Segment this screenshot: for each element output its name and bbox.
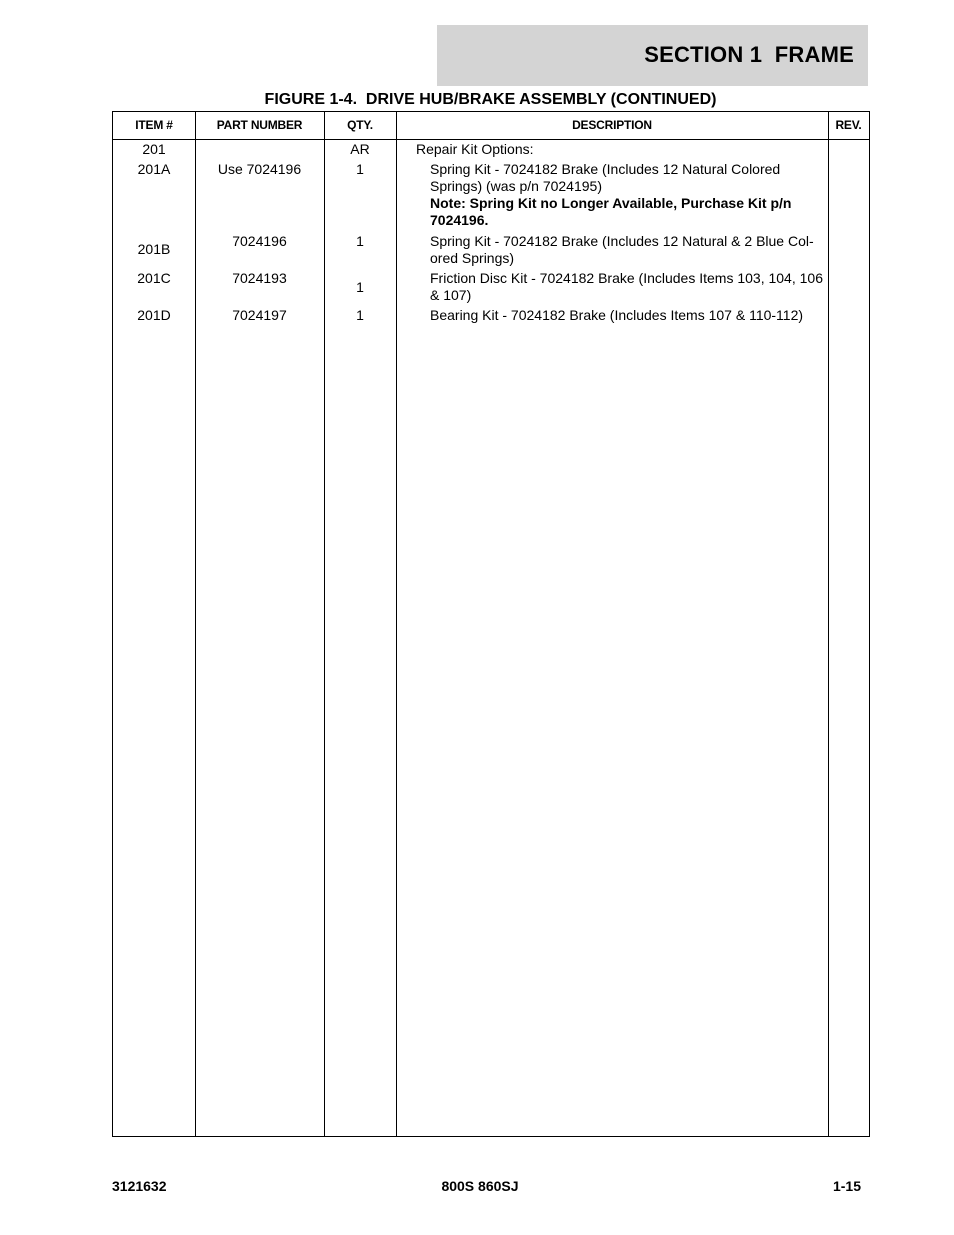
- description: Spring Kit - 7024182 Brake (Includes 12 Natural & 2 Blue Col-ored Springs): [430, 233, 814, 266]
- description-note: Note: Spring Kit no Longer Available, Purchase Kit p/n 7024196.: [430, 195, 792, 228]
- parts-table: [112, 111, 870, 1137]
- header-rev: REV.: [835, 118, 862, 132]
- figure-title: FIGURE 1-4. DRIVE HUB/BRAKE ASSEMBLY (CONTINUED): [264, 91, 717, 108]
- part-number: 7024193: [232, 270, 287, 286]
- quantity: 1: [356, 161, 364, 177]
- quantity: AR: [350, 141, 370, 157]
- footer-page-number: 1-15: [832, 1178, 861, 1194]
- column-divider: [396, 112, 397, 1136]
- header-qty: QTY.: [347, 118, 373, 132]
- quantity: 1: [356, 307, 364, 323]
- header-description: DESCRIPTION: [572, 118, 652, 132]
- column-divider: [195, 112, 196, 1136]
- section-header-box: [437, 25, 868, 86]
- part-number: 7024196: [232, 233, 287, 249]
- header-part-number: PART NUMBER: [216, 118, 303, 132]
- description: Bearing Kit - 7024182 Brake (Includes Items 107 & 110-112): [430, 307, 804, 323]
- description: Spring Kit - 7024182 Brake (Includes 12 Natural Colored Springs) (was p/n 7024195): [430, 161, 781, 194]
- column-divider: [828, 112, 829, 1136]
- part-number: Use 7024196: [217, 161, 302, 177]
- description: Repair Kit Options:: [416, 141, 534, 157]
- quantity: 1: [356, 279, 364, 295]
- quantity: 1: [356, 233, 364, 249]
- item-number: 201D: [137, 307, 171, 323]
- footer-document-number: 3121632: [112, 1178, 167, 1194]
- footer-model: 800S 860SJ: [441, 1178, 519, 1194]
- item-number: 201: [142, 141, 166, 157]
- column-divider: [324, 112, 325, 1136]
- description: Friction Disc Kit - 7024182 Brake (Includes Items 103, 104, 106 & 107): [430, 270, 823, 303]
- header-item: ITEM #: [135, 118, 173, 132]
- item-number: 201A: [137, 161, 171, 177]
- part-number: 7024197: [232, 307, 287, 323]
- header-divider: [113, 139, 869, 140]
- item-number: 201B: [137, 241, 171, 257]
- item-number: 201C: [137, 270, 171, 286]
- section-title: SECTION 1 FRAME: [644, 42, 854, 67]
